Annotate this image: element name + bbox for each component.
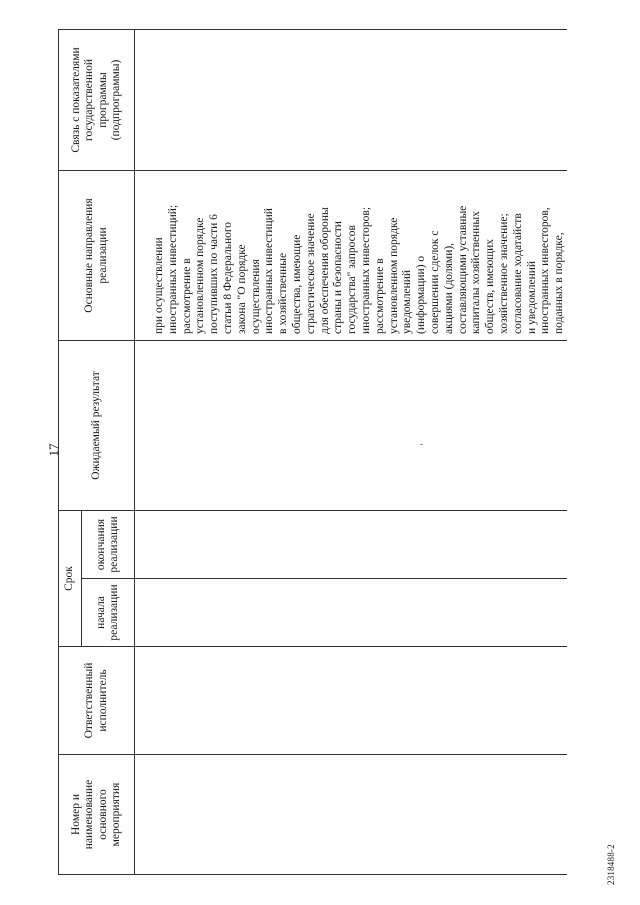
scan-speck [420,444,423,445]
header-term-end: окончания реализации [82,510,135,578]
header-term-start: начала реализации [82,579,135,647]
text-line: иностранных инвесторов, [539,207,552,334]
main-directions-text [135,171,567,340]
text-line: статьи 8 Федерального [221,221,234,334]
header-term: Срок [59,510,82,646]
text-line: установленном порядке [194,217,207,334]
document-code: 2318488-2 [606,844,616,885]
text-line: общества, имеющие [290,234,303,334]
text-line: (информации) о [415,255,428,334]
cell-expected-result [135,340,567,510]
text-line: иностранных инвестиций [263,208,276,334]
text-line: при осуществлении [153,237,165,334]
header-measure-name: Номер и наименование основного мероприятия [59,755,135,875]
text-line: в хозяйственные [277,252,290,334]
text-line: установленном порядке [387,217,400,334]
text-line: стратегическое значение [304,213,317,334]
text-line: иностранных инвестиций; [166,204,179,334]
text-line: хозяйственное значение; [497,213,510,334]
text-line: совершении сделок с [428,230,441,334]
cell-indicator-link [135,29,567,170]
header-indicator-link: Связь с показателями государственной программы (подпрограммы) [59,29,135,170]
cell-term-end [135,510,567,578]
text-line: поступивших по части 6 [208,214,221,334]
text-line: поданных в порядке, [553,232,566,334]
text-line: закона "О порядке [235,244,248,334]
page-number: 17 [46,443,61,457]
text-line: рассмотрение в [180,258,193,334]
table-row [135,29,567,874]
text-line: рассмотрение в [373,258,386,334]
text-line: составляющими уставные [456,205,469,334]
text-line: акциями (долями), [442,242,455,334]
text-line: капиталы хозяйственных [470,211,483,334]
text-line: обществ, имеющих [484,238,497,334]
header-expected-result: Ожидаемый результат [59,340,135,510]
header-main-directions: Основные направления реализации [59,170,135,340]
cell-term-start [135,579,567,647]
text-line: иностранных инвесторов; [359,206,372,334]
text-line: государства" запросов [346,225,359,334]
text-line: и уведомлений [525,260,538,334]
cell-main-directions [135,170,567,340]
text-line: осуществления [249,259,262,334]
text-line: для обеспечения обороны [318,207,331,334]
text-line: согласование ходатайств [511,213,524,334]
text-line: уведомлений [401,269,414,334]
cell-measure-name [135,755,567,875]
header-responsible: Ответственный исполнитель [59,647,135,755]
cell-responsible [135,647,567,755]
text-line: страны и безопасности [332,221,345,334]
measures-table [58,29,567,875]
